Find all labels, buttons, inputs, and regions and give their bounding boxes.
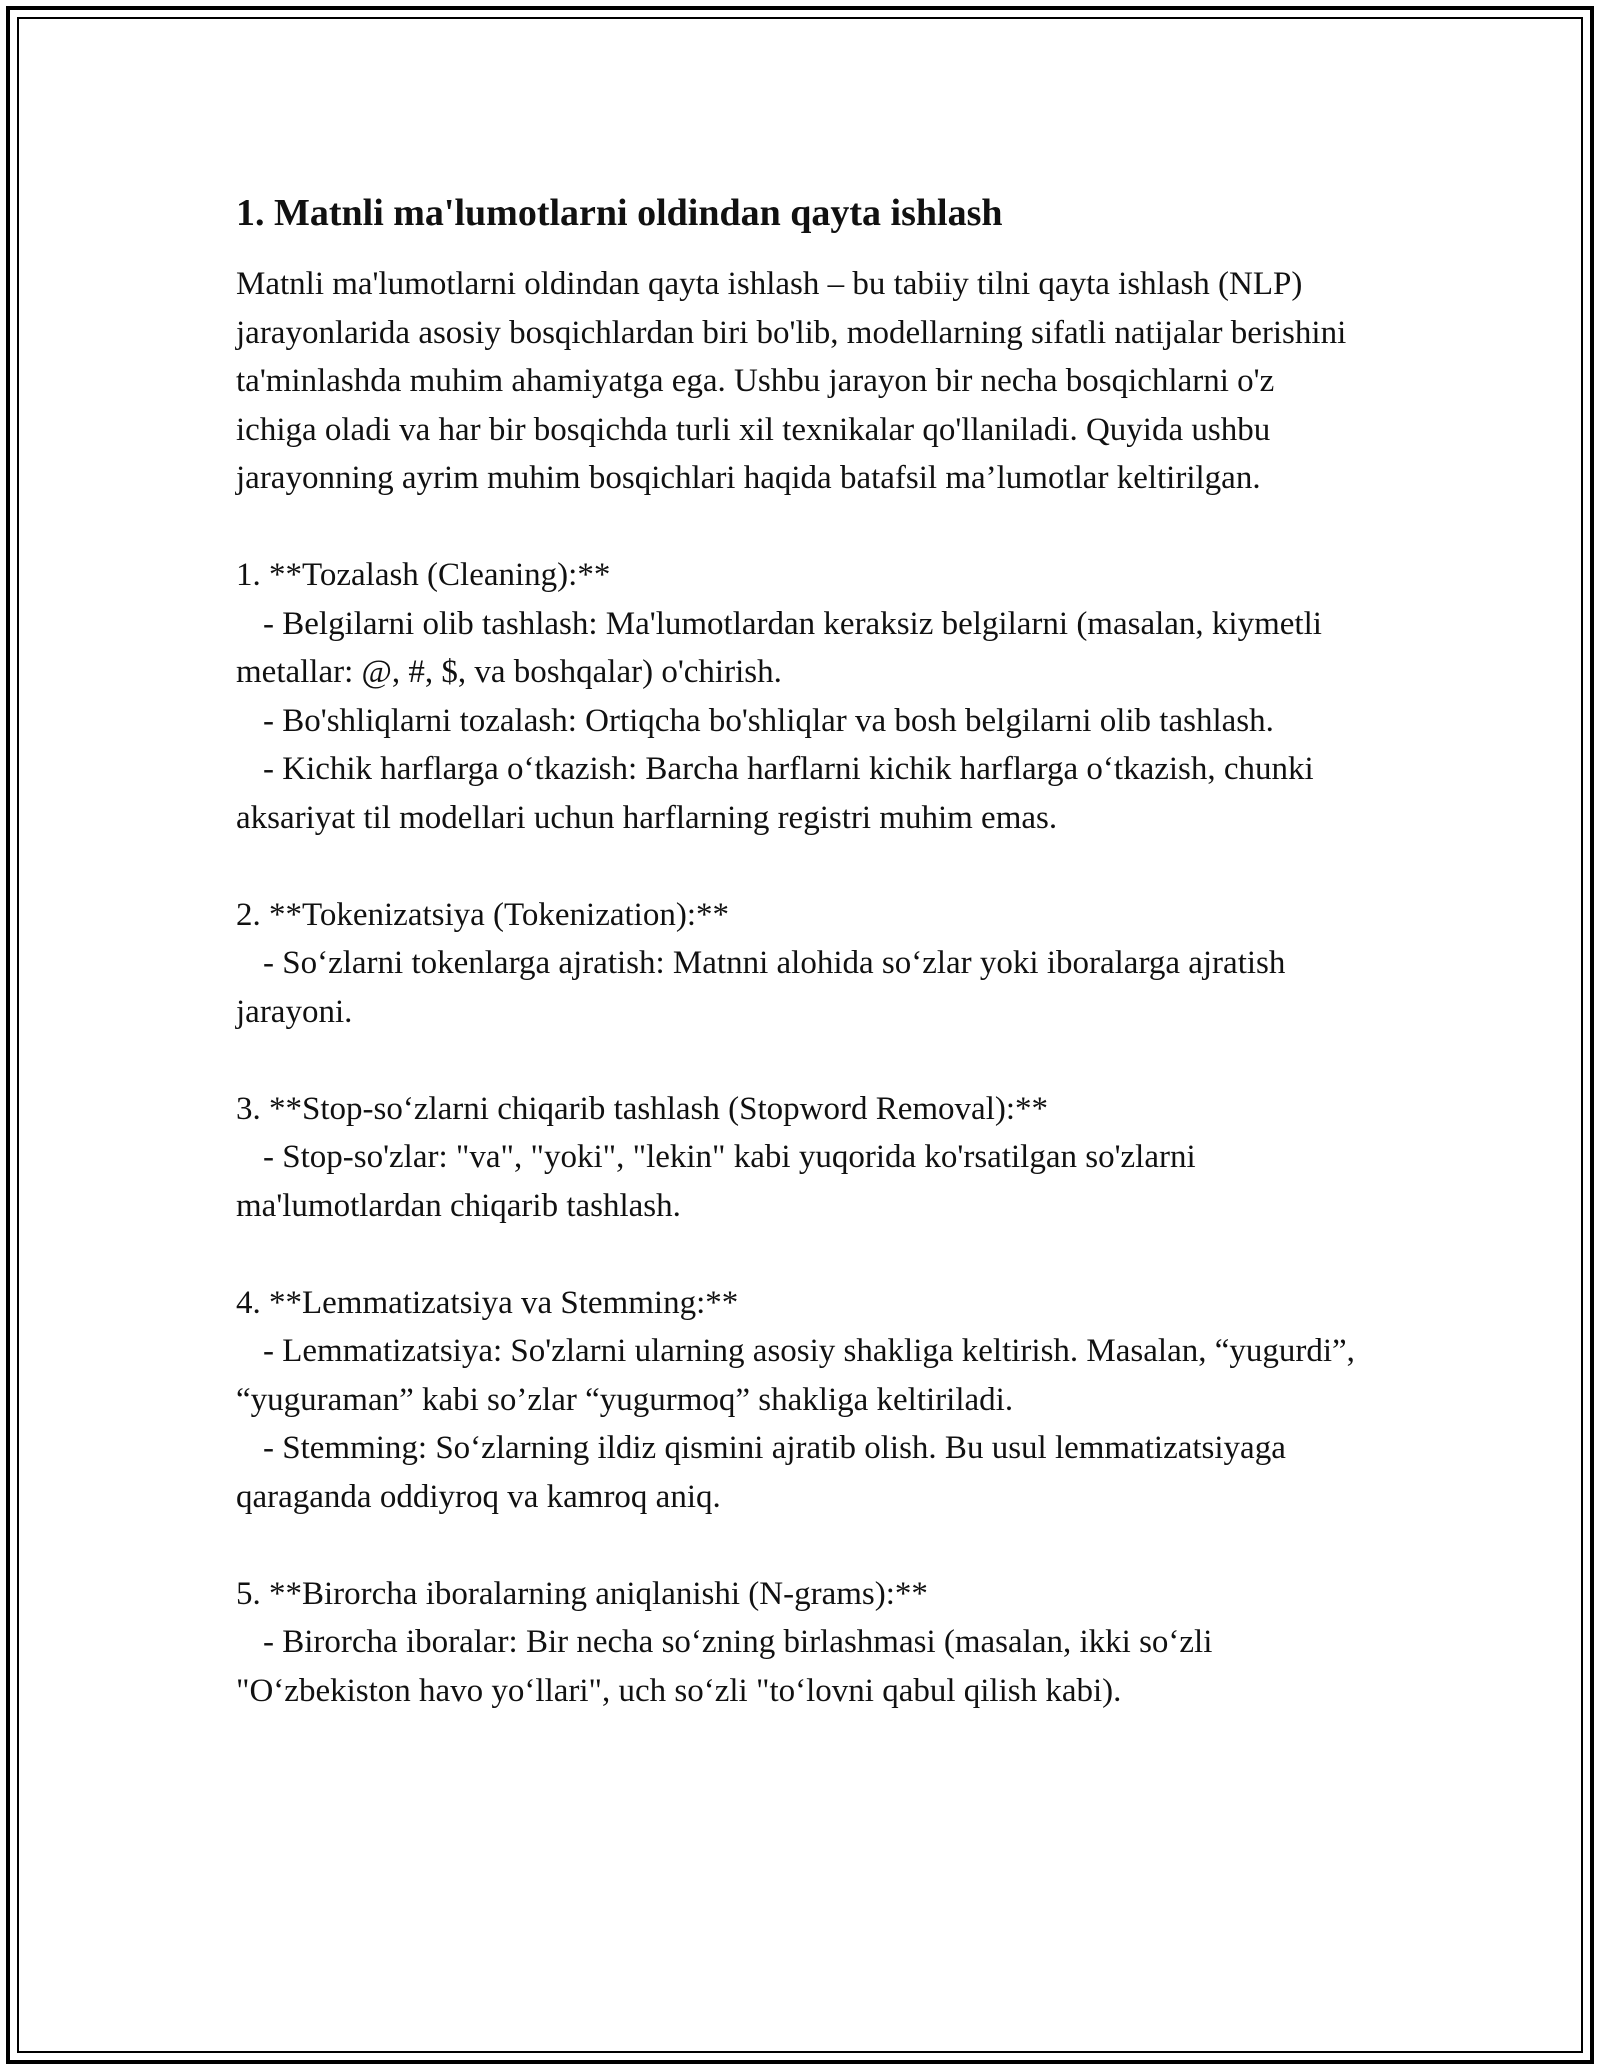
list-item-text: - Birorcha iboralar: Bir necha so‘zning birlashmasi (masalan, ikki so‘zli "O‘zbekiston havo yo‘llari", uch so‘zli "to‘lovni qabul qilish kabi). [236,1624,1221,1709]
list-item-text: - Belgilarni olib tashlash: Ma'lumotlardan keraksiz belgilarni (masalan, kiymetli metallar: @, #, $, va boshqalar) o'chirish. [236,605,1331,690]
list-item [236,1424,1356,1521]
list-item-text: - Stemming: So‘zlarning ildiz qismini ajratib olish. Bu usul lemmatizatsiyaga qaraganda oddiyroq va kamroq aniq. [236,1430,1295,1515]
list-item-text: - Stop-so'zlar: "va", "yoki", "lekin" kabi yuqorida ko'rsatilgan so'zlarni ma'lumotlardan chiqarib tashlash. [236,1139,1204,1224]
list-item-text: - Bo'shliqlarni tozalash: Ortiqcha bo'shliqlar va bosh belgilarni olib tashlash. [263,702,1274,739]
list-item [236,1327,1364,1424]
list-item [236,939,1356,1036]
section-lemmatization [236,1279,1364,1522]
document-body [236,186,1364,1764]
list-item-text: - Kichik harflarga o‘tkazish: Barcha harflarni kichik harflarga o‘tkazish, chunki aksariyat til modellari uchun harflarning registri muhim emas. [236,751,1322,836]
list-item [236,1133,1356,1230]
list-item [236,697,1356,746]
list-item-text: - Lemmatizatsiya: So'zlarni ularning asosiy shakliga keltirish. Masalan, “yugurdi”, “yuguraman” kabi so’zlar “yugurmoq” shakliga keltiriladi. [236,1333,1364,1418]
section-heading: 4. **Lemmatizatsiya va Stemming:** [236,1284,739,1321]
section-heading: 3. **Stop-so‘zlarni chiqarib tashlash (Stopword Removal):** [236,1090,1049,1127]
list-item [236,745,1356,842]
section-cleaning [236,551,1356,842]
section-heading: 2. **Tokenizatsiya (Tokenization):** [236,896,729,933]
list-item [236,1618,1356,1715]
section-heading: 1. **Tozalash (Cleaning):** [236,557,611,593]
section-tokenization [236,891,1356,1037]
list-item-text: - So‘zlarni tokenlarga ajratish: Matnni alohida so‘zlar yoki iboralarga ajratish jarayoni. [236,945,1294,1030]
document-title: 1. Matnli ma'lumotlarni oldindan qayta ishlash [236,192,1003,234]
section-stopwords [236,1085,1356,1231]
list-item [236,600,1356,697]
section-heading: 5. **Birorcha iboralarning aniqlanishi (N-grams):** [236,1575,928,1612]
section-ngrams [236,1570,1356,1716]
intro-paragraph: Matnli ma'lumotlarni oldindan qayta ishlash – bu tabiiy tilni qayta ishlash (NLP) jarayonlarida asosiy bosqichlardan biri bo'lib, modellarning sifatli natijalar berishini ta'minlashda muhim ahamiyatga ega. Ushbu jarayon bir necha bosqichlarni o'z ichiga oladi va har bir bosqichda turli xil texnikalar qo'llaniladi. Quyida ushbu jarayonning ayrim muhim bosqichlari haqida batafsil ma’lumotlar keltirilgan. [236,266,1355,496]
